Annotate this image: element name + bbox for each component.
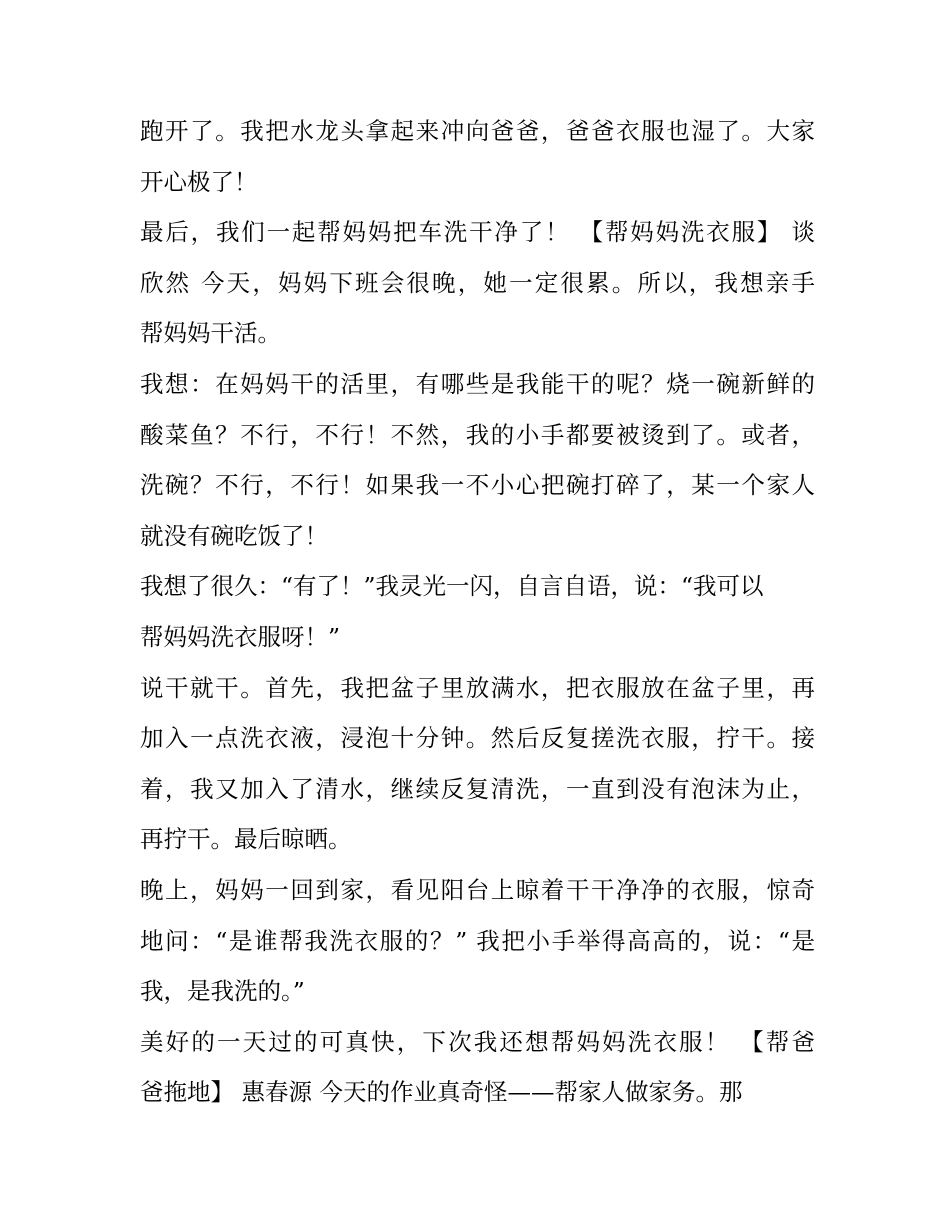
text-line: 加入一点洗衣液，浸泡十分钟。然后反复搓洗衣服，拧干。接: [140, 724, 815, 753]
text-line: 帮妈妈洗衣服呀！”: [140, 622, 341, 651]
text-line: 最后，我们一起帮妈妈把车洗干净了！ 【帮妈妈洗衣服】 谈: [140, 218, 815, 247]
text-line: 就没有碗吃饭了！: [140, 521, 328, 550]
text-line: 我，是我洗的。”: [140, 977, 305, 1006]
text-line: 爸拖地】 惠春源 今天的作业真奇怪——帮家人做家务。那: [140, 1078, 743, 1107]
text-line: 地问：“是谁帮我洗衣服的？” 我把小手举得高高的，说：“是: [140, 926, 815, 955]
text-line: 晚上，妈妈一回到家，看见阳台上晾着干干净净的衣服，惊奇: [140, 875, 815, 904]
text-line: 跑开了。我把水龙头拿起来冲向爸爸，爸爸衣服也湿了。大家: [140, 117, 815, 145]
text-line: 美好的一天过的可真快，下次我还想帮妈妈洗衣服！ 【帮爸: [140, 1027, 815, 1056]
document-body: [140, 106, 815, 1118]
text-line: 我想：在妈妈干的活里，有哪些是我能干的呢？烧一碗新鲜的: [140, 369, 815, 398]
text-line: 开心极了！: [140, 167, 258, 196]
text-line: 洗碗？不行，不行！如果我一不小心把碗打碎了，某一个家人: [140, 471, 815, 500]
text-line: 帮妈妈干活。: [140, 319, 281, 348]
text-line: 说干就干。首先，我把盆子里放满水，把衣服放在盆子里，再: [140, 673, 815, 702]
text-line: 我想了很久：“有了！”我灵光一闪，自言自语，说：“我可以: [140, 572, 764, 601]
text-line: 再拧干。最后晾晒。: [140, 825, 352, 854]
text-line: 欣然 今天，妈妈下班会很晚，她一定很累。所以，我想亲手: [140, 268, 815, 297]
text-line: 酸菜鱼？不行，不行！不然，我的小手都要被烫到了。或者，: [140, 420, 815, 449]
text-line: 着，我又加入了清水，继续反复清洗，一直到没有泡沫为止，: [140, 774, 815, 803]
